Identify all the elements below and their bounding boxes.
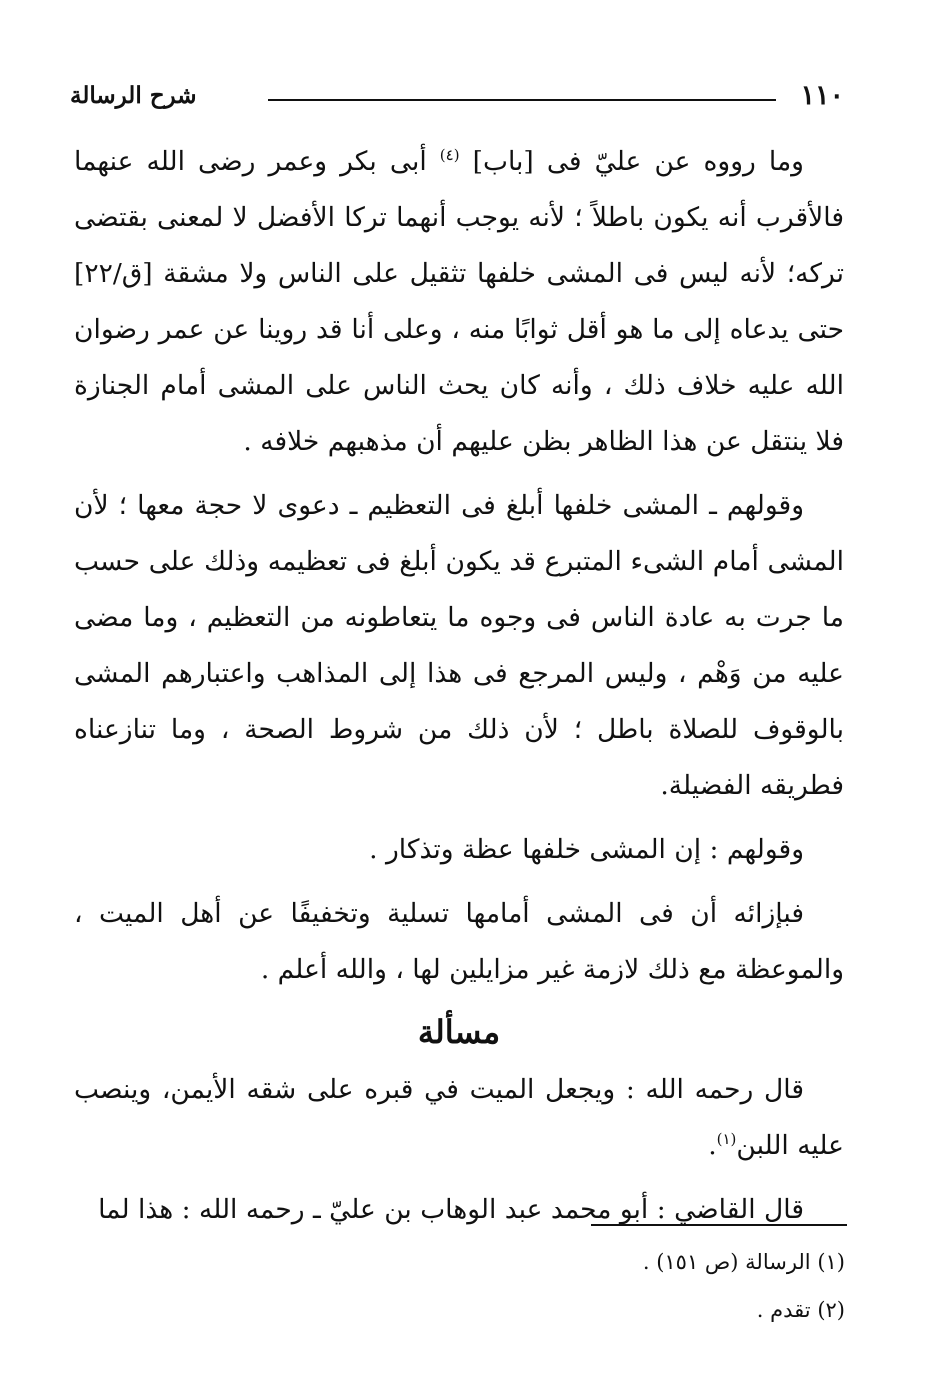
paragraph-1-rest: أبى بكر وعمر رضى الله عنهما فالأقرب أنه يكون باطلاً ؛ لأنه يوجب أنهما تركا الأفضل لا لمعنى بقتضى تركه؛ لأنه ليس فى المشى خلفها تثقيل على الناس ولا مشقة [ق/٢٢] حتى يدعاه إلى ما هو أقل ثوابًا منه ، وعلى أنا قد روينا عن عمر رضوان الله عليه خلاف ذلك ، وأنه كان يحث الناس على المشى أمام الجنازة فلا ينتقل عن هذا الظاهر بظن عليهم أن مذهبهم خلافه . [74, 146, 844, 457]
header-rule [268, 99, 776, 101]
section-heading: مسألة [417, 1013, 501, 1051]
paragraph-4: فبإزائه أن فى المشى أمامها تسلية وتخفيفًا عن أهل الميت ، والموعظة مع ذلك لازمة غير مزايلين لها ، والله أعلم . [74, 898, 844, 985]
footnote-ref-4: (٤) [439, 146, 460, 165]
paragraph-1-start: وما رووه عن عليّ فى [باب] [472, 146, 804, 177]
body-text [74, 134, 844, 1238]
footnote-1: (١) الرسالة (ص ١٥١) . [642, 1250, 845, 1274]
page-header [70, 78, 848, 118]
footnote-ref-1: (١) [716, 1130, 737, 1149]
paragraph-3: وقولهم : إن المشى خلفها عظة وتذكار . [369, 834, 804, 865]
paragraph-6: قال القاضي : أبو محمد عبد الوهاب بن عليّ ـ رحمه الله : هذا لما [98, 1194, 804, 1225]
paragraph-5 [74, 1062, 844, 1174]
footnotes [145, 1238, 845, 1334]
paragraph-2: وقولهم ـ المشى خلفها أبلغ فى التعظيم ـ دعوى لا حجة معها ؛ لأن المشى أمام الشىء المتبرع قد يكون أبلغ فى تعظيمه وذلك على حسب ما جرت به عادة الناس فى وجوه ما يتعاطونه من التعظيم ، وما مضى عليه من وَهْم ، وليس المرجع فى هذا إلى المذاهب واعتبارهم المشى بالوقوف للصلاة باطل ؛ لأن ذلك من شروط الصحة ، وما تنازعناه فطريقه الفضيلة. [74, 490, 844, 801]
page-number: ١١٠ [800, 80, 844, 111]
running-title: شرح الرسالة [70, 82, 197, 109]
paragraph-1 [74, 134, 844, 470]
paragraph-5-end: . [708, 1130, 717, 1161]
footnote-2: (٢) تقدم . [756, 1298, 845, 1322]
paragraph-5-text: قال رحمه الله : ويجعل الميت في قبره على شقه الأيمن، وينصب عليه اللبن [74, 1074, 844, 1161]
footnote-rule [591, 1224, 847, 1226]
